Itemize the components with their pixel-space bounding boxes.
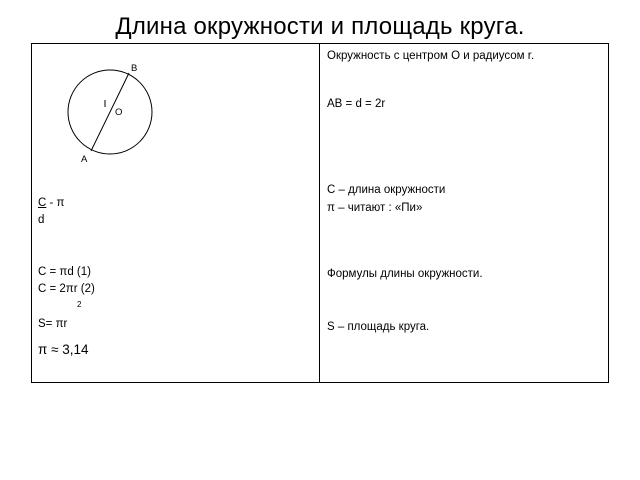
circumference-definition: C – длина окружности: [327, 184, 446, 196]
formula-area: S= πr: [38, 318, 68, 330]
left-cell: [31, 43, 319, 383]
center-o-label: O: [115, 107, 123, 118]
ratio-pi: - π: [46, 197, 65, 209]
circle-diagram: [31, 43, 319, 383]
ratio-line: [38, 196, 64, 210]
slide-title: Длина окружности и площадь круга.: [115, 13, 525, 40]
diameter-relation: AB = d = 2r: [327, 98, 386, 110]
area-exponent: 2: [77, 300, 82, 309]
formula-circumference-diameter: C = πd (1): [38, 266, 91, 278]
area-definition: S – площадь круга.: [327, 321, 430, 333]
point-b-label: B: [131, 63, 138, 74]
diameter-line: [91, 73, 129, 151]
circumference-formulas-heading: Формулы длины окружности.: [327, 268, 483, 280]
formula-circumference-radius: C = 2πr (2): [38, 283, 95, 295]
ratio-numerator: C: [38, 197, 47, 209]
point-a-label: A: [81, 154, 88, 165]
pi-pronunciation: π – читают : «Пи»: [327, 202, 423, 214]
circle-definition: Окружность с центром O и радиусом r.: [327, 50, 535, 62]
pi-value: π ≈ 3,14: [38, 342, 89, 357]
ratio-denominator: d: [38, 214, 45, 226]
right-cell: [320, 43, 609, 383]
